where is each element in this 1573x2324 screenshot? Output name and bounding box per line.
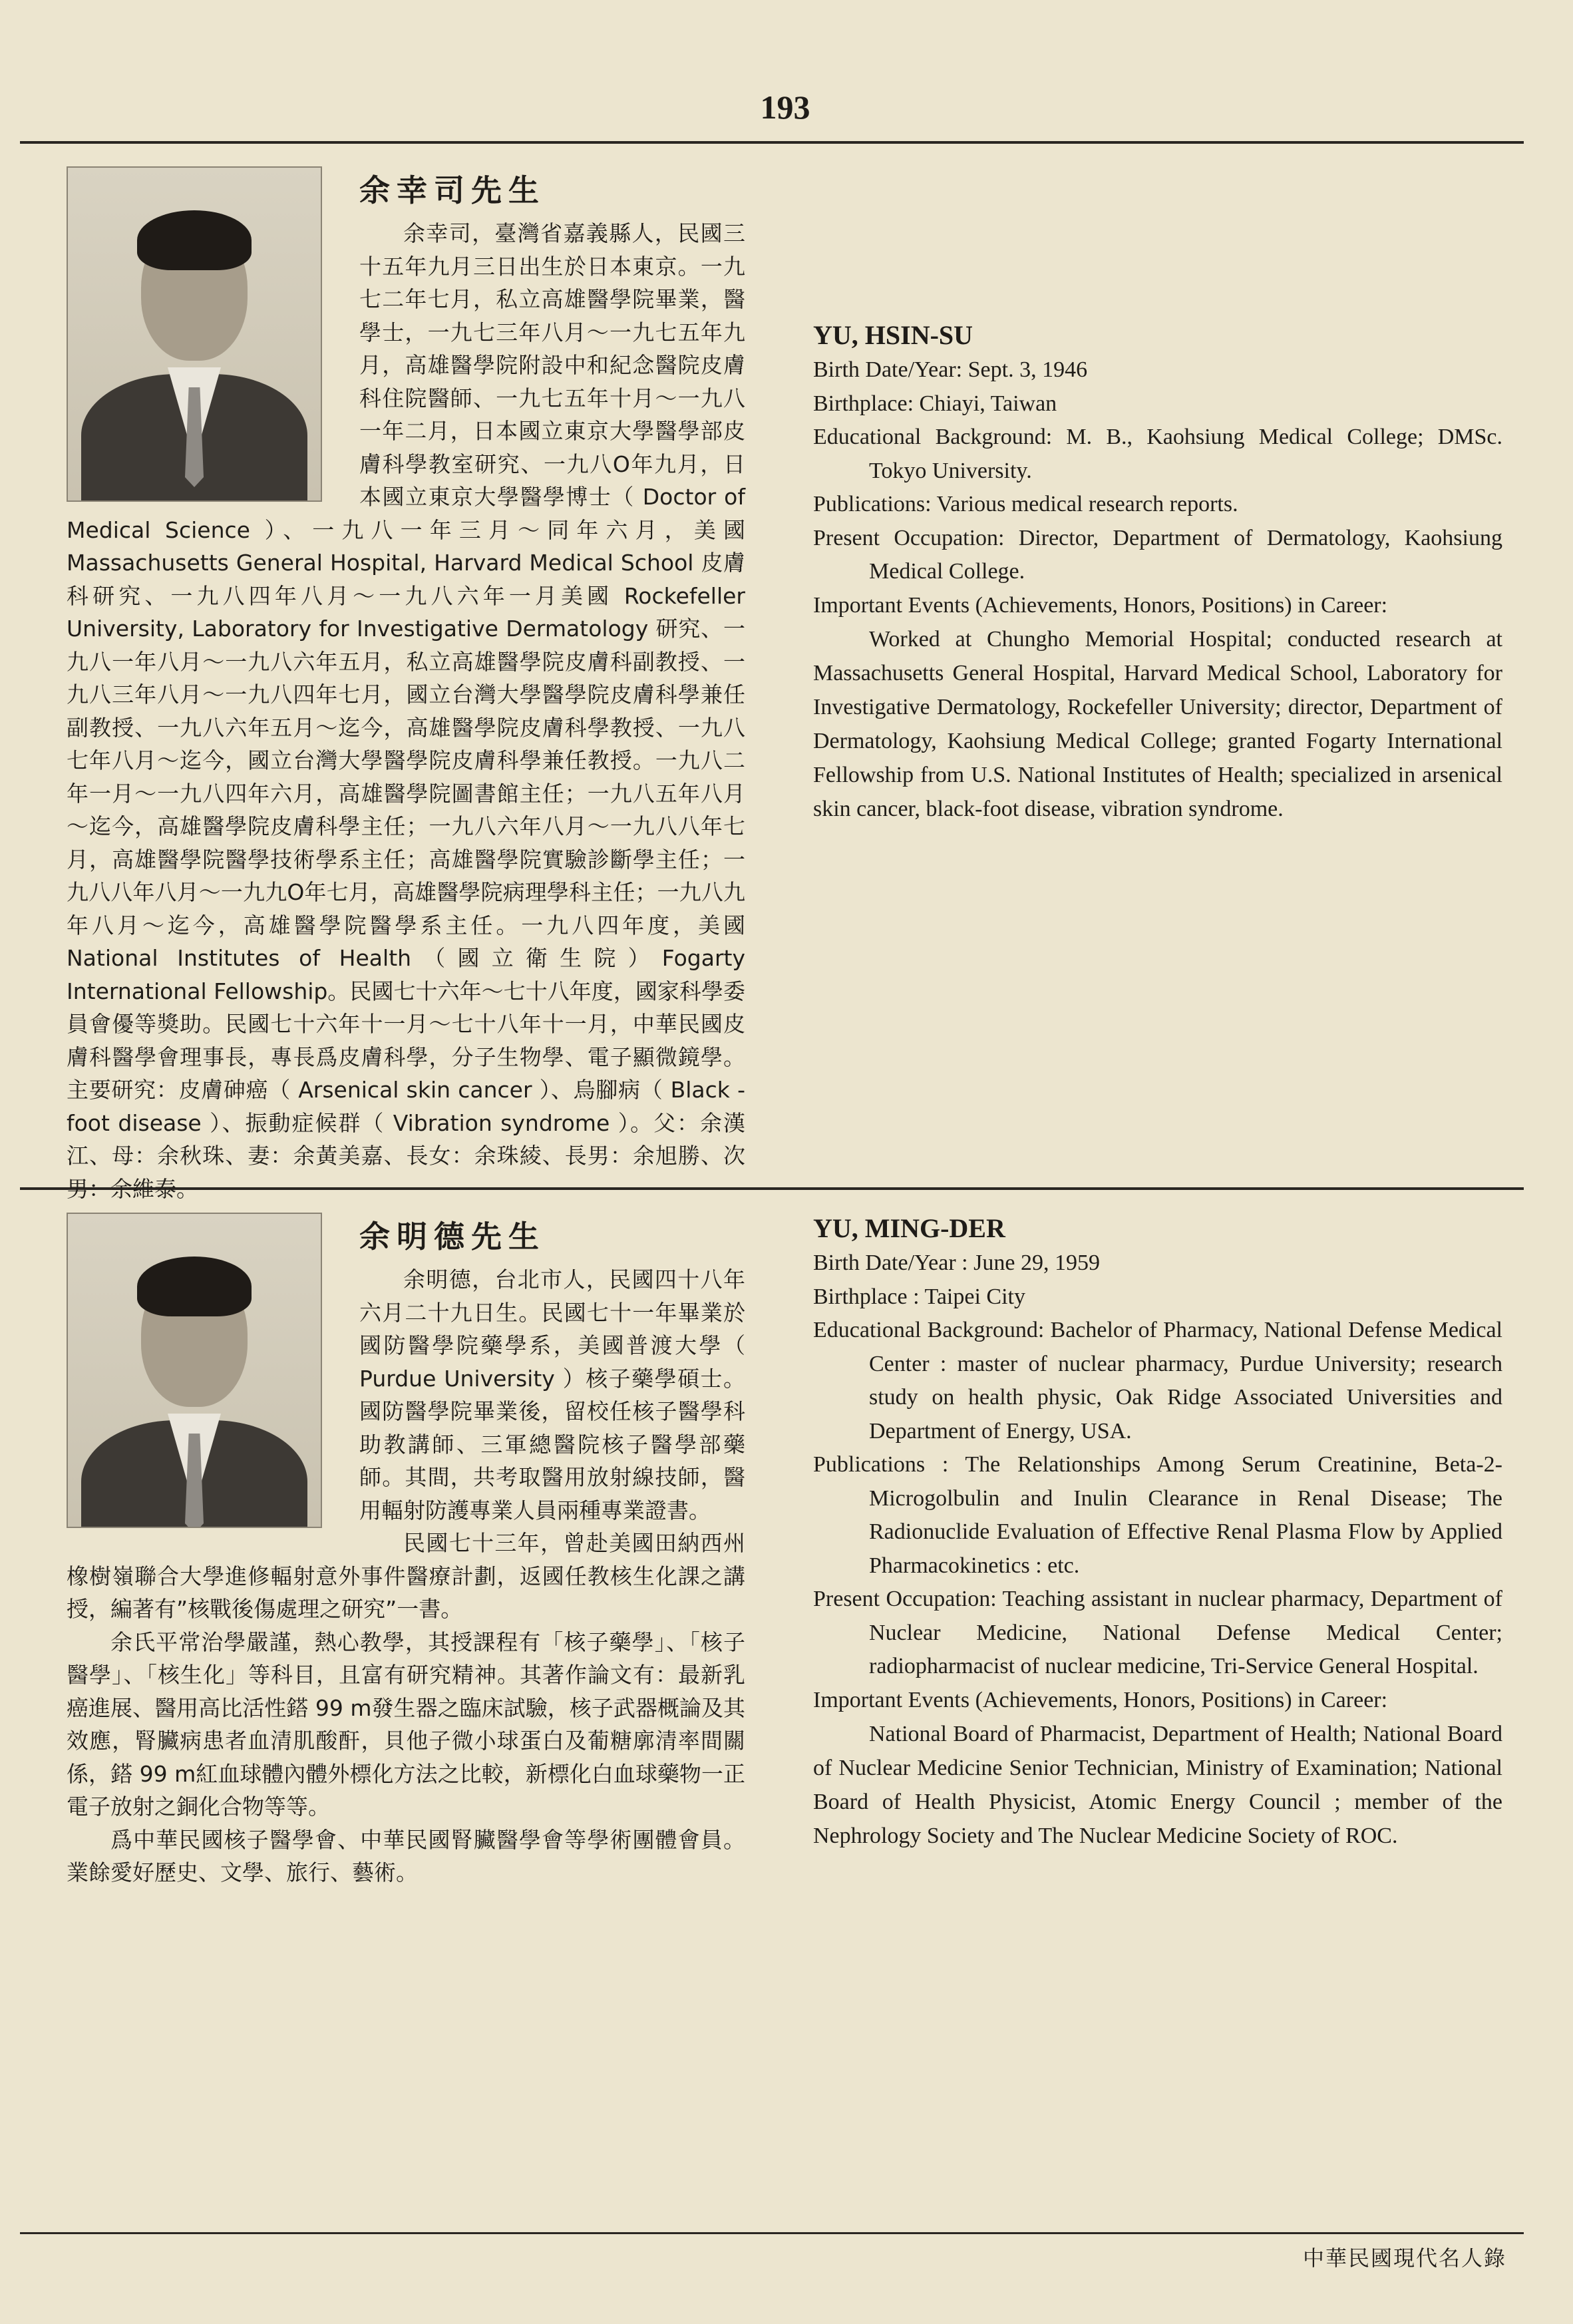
entry2-birthplace: Birthplace : Taipei City: [813, 1284, 1025, 1309]
top-rule: [20, 141, 1524, 144]
bottom-rule: [20, 2232, 1524, 2234]
entry2-events-heading: Important Events (Achievements, Honors, Positions) in Career:: [813, 1687, 1388, 1712]
entry2-name-en: YU, MING-DER: [813, 1213, 1005, 1243]
entry2-education: Educational Background: Bachelor of Pharmacy, National Defense Medical Center : master of nuclear pharmacy, Purdue University; research study on health physic, Oak Ridge Associated Universities and Department of Energy, USA.: [813, 1318, 1502, 1444]
entry2-bio-zh-paragraph-4: 爲中華民國核子醫學會、中華民國腎臟醫學會等學術團體會員。業餘愛好歷史、文學、旅行、藝術。: [67, 1826, 745, 1885]
entry1-portrait-photo: [67, 166, 322, 502]
entry1-chinese-column: [67, 166, 745, 1205]
entry1-birth-date: Birth Date/Year: Sept. 3, 1946: [813, 357, 1088, 382]
entry2-occupation: Present Occupation: Teaching assistant in nuclear pharmacy, Department of Nuclear Medicine, National Defense Medical Center; radiopharmacist of nuclear medicine, Tri-Service General Hospital.: [813, 1587, 1502, 1678]
entry1-birthplace: Birthplace: Chiayi, Taiwan: [813, 391, 1057, 416]
entry1-events-heading: Important Events (Achievements, Honors, Positions) in Career:: [813, 592, 1388, 618]
entry2-english-column: [813, 1213, 1502, 1853]
entry1-name-en: YU, HSIN-SU: [813, 320, 973, 350]
entry2-chinese-column: [67, 1213, 745, 1889]
entry2-bio-zh-paragraph-2: 民國七十三年，曾赴美國田納西州橡樹嶺聯合大學進修輻射意外事件醫療計劃，返國任教核生化課之講授，編著有”核戰後傷處理之研究”一書。: [67, 1530, 745, 1622]
footer-book-title: 中華民國現代名人錄: [1302, 2245, 1506, 2271]
entry2-events-text: National Board of Pharmacist, Department of Health; National Board of Nuclear Medicine Senior Technician, Ministry of Examination; National Board of Health Physicist, Atomic Energy Council ; member of the Nephrology Society and The Nuclear Medicine Society of ROC.: [813, 1722, 1502, 1848]
entry2-portrait-photo: [67, 1213, 322, 1528]
entry1-education: Educational Background: M. B., Kaohsiung Medical College; DMSc. Tokyo University.: [813, 425, 1502, 483]
entry1-publications: Publications: Various medical research reports.: [813, 492, 1238, 516]
entry1-name-zh: 余幸司先生: [359, 172, 546, 208]
entry2-name-zh: 余明德先生: [359, 1219, 546, 1255]
entry1-events-text: Worked at Chungho Memorial Hospital; conducted research at Massachusetts General Hospital, Harvard Medical School, Laboratory for Investigative Dermatology, Rockefeller University; director, Department of Dermatology, Kaohsiung Medical College; granted Fogarty International Fellowship from U.S. National Institutes of Health; specialized in arsenical skin cancer, black-foot disease, vibration syndrome.: [813, 627, 1502, 821]
entry2-publications: Publications : The Relationships Among Serum Creatinine, Beta-2- Microgolbulin and Inulin Clearance in Renal Disease; The Radionuclide Evaluation of Effective Renal Plasma Flow by Applied Pharmacokinetics : etc.: [813, 1452, 1502, 1578]
entry1-occupation: Present Occupation: Director, Department of Dermatology, Kaohsiung Medical College.: [813, 525, 1502, 584]
entry1-english-column: [813, 319, 1502, 826]
entry2-bio-zh-paragraph-3: 余氏平常治學嚴謹，熱心教學，其授課程有「核子藥學」、「核子醫學」、「核生化」等科目，且富有研究精神。其著作論文有：最新乳癌進展、醫用高比活性鎝 99 m發生器之臨床試驗，核子武器概論及其效應，腎臟病患者血清肌酸酐，貝他子微小球蛋白及葡糖廓清率間關係，鎝 99 m紅血球體內體外標化方法之比較，新標化白血球藥物一正電子放射之銅化合物等等。: [67, 1629, 745, 1820]
entry2-birth-date: Birth Date/Year : June 29, 1959: [813, 1251, 1100, 1275]
entry1-bio-zh-paragraph: 余幸司，臺灣省嘉義縣人，民國三十五年九月三日出生於日本東京。一九七二年七月，私立高雄醫學院畢業，醫學士，一九七三年八月～一九七五年九月，高雄醫學院附設中和紀念醫院皮膚科住院醫師、一九七五年十月～一九八一年二月，日本國立東京大學醫學部皮膚科學教室研究、一九八O年九月，日本國立東京大學醫學博士（ Doctor of Medical Science ）、一九八一年三月～同年六月，美國 Massachusetts General Hospital, Harvard Medical School 皮膚科研究、一九八四年八月～一九八六年一月美國 Rockefeller University, Laboratory for Investigative Dermatology 研究、一九八一年八月～一九八六年五月，私立高雄醫學院皮膚科副教授、一九八三年八月～一九八四年七月，國立台灣大學醫學院皮膚科學兼任副教授、一九八六年五月～迄今，高雄醫學院皮膚科學教授、一九八七年八月～迄今，國立台灣大學醫學院皮膚科學兼任教授。一九八二年一月～一九八四年六月，高雄醫學院圖書館主任；一九八五年八月～迄今，高雄醫學院皮膚科學主任；一九八六年八月～一九八八年七月，高雄醫學院醫學技術學系主任；高雄醫學院實驗診斷學主任；一九八八年八月～一九九O年七月，高雄醫學院病理學科主任；一九八九年八月～迄今，高雄醫學院醫學系主任。一九八四年度，美國 National Institutes of Health（國立衛生院）Fogarty International Fellowship。民國七十六年～七十八年度，國家科學委員會優等獎助。民國七十六年十一月～七十八年十一月，中華民國皮膚科醫學會理事長，專長爲皮膚科學，分子生物學、電子顯微鏡學。主要研究：皮膚砷癌（ Arsenical skin cancer ）、烏腳病（ Black - foot disease ）、振動症候群（ Vibration syndrome ）。父：余漢江、母：余秋珠、妻：余黃美嘉、長女：余珠綾、長男：余旭勝、次男：余維泰。: [67, 220, 745, 1202]
entry2-bio-zh-paragraph-1: 余明德，台北市人，民國四十八年六月二十九日生。民國七十一年畢業於國防醫學院藥學系，美國普渡大學（ Purdue University ）核子藥學碩士。國防醫學院畢業後，留校任核子醫學科助教講師、三軍總醫院核子醫學部藥師。其間，共考取醫用放射線技師，醫用輻射防護專業人員兩種專業證書。: [359, 1266, 745, 1523]
page-number: 193: [760, 89, 810, 126]
